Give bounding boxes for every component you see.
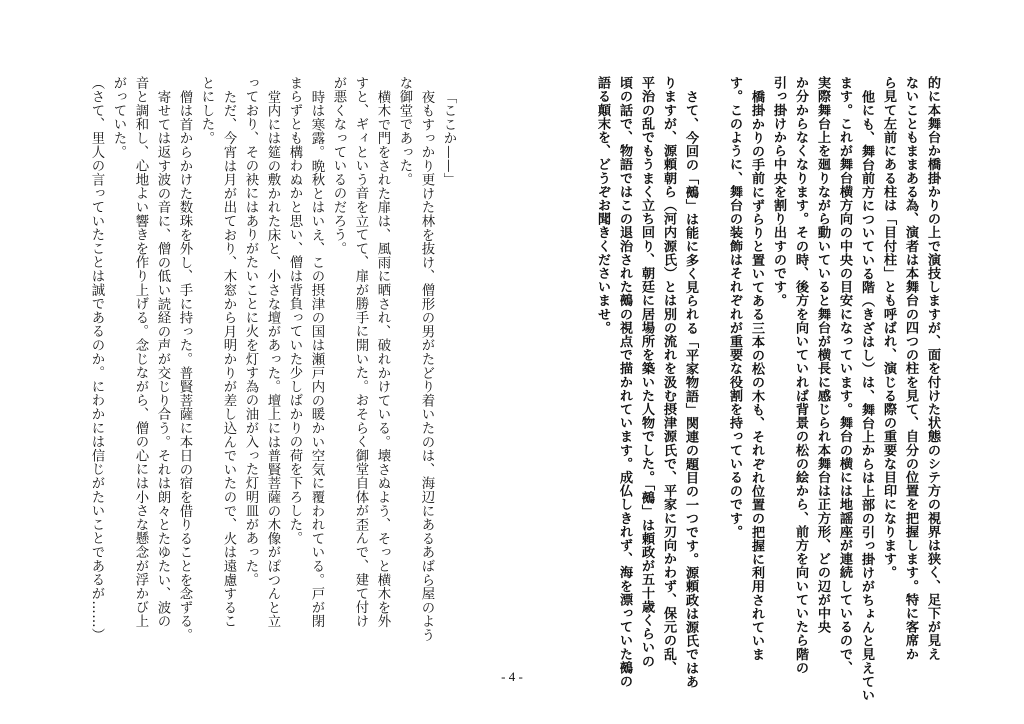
text-column: 「ここか——」	[441, 90, 456, 187]
text-column: ます。これが舞台横方向の中央の目安になっています。舞台の横には地謡座が連続しているので、	[837, 76, 852, 675]
text-column: 引っ掛けから中央を割り出すのです。	[771, 76, 786, 308]
text-column: 音と調和し、心地よい響きを作り上げる。念じながら、僧の心には小さな懸念が浮かび上	[133, 76, 148, 628]
text-column: りますが、源頼朝ら（河内源氏）とは別の流れを汲む摂津源氏で、平家に刃向かわず、保元の乱、	[661, 76, 676, 675]
text-column: す。このように、舞台の装飾はそれぞれが重要な役割を持っているのです。	[727, 76, 742, 539]
text-column: （さて、里人の言っていたことは誠であるのか。にわかには信じがたいことであるが……）	[89, 76, 104, 642]
text-column: 僧は首からかけた数珠を外し、手に持った。普賢菩薩に本日の宿を借りることを念ずる。	[177, 90, 192, 642]
text-column: 橋掛かりの手前にずらりと置いてある三本の松の木も、それぞれ位置の把握に利用されていま	[749, 90, 764, 662]
text-column: ただ、今宵は月が出ており、木窓から月明かりが差し込んでいたので、火は遠慮するこ	[221, 90, 236, 629]
text-column: ら見て左前にある柱は「目付柱」とも呼ばれ、演じる際の重要な目印になります。	[881, 76, 896, 580]
text-column: 頃の話で、物語ではこの退治された鵺の視点で描かれています。成仏しきれず、海を漂っていた鵺の	[617, 76, 632, 688]
text-column: 実際舞台上を廻りながら動いていると舞台が横長に感じられ本舞台は正方形、どの辺が中央	[815, 76, 830, 634]
text-column: がっていた。	[111, 76, 126, 159]
text-column: まらずとも構わぬかと思い、僧は背負っていた少しばかりの荷を下ろした。	[287, 76, 302, 546]
text-column: 夜もすっかり更けた林を抜け、僧形の男がたどり着いたのは、海辺にあるあばら屋のよう	[419, 90, 434, 642]
text-column: 語る顛末を、どうぞお聞きくださいませ。	[595, 76, 610, 335]
text-column: 横木で門をされた扉は、風雨に晒され、破れかけている。壊さぬよう、そっと横木を外	[375, 90, 390, 629]
text-column: すと、ギィという音を立てて、扉が勝手に開いた。おそらく御堂自体が歪んで、建て付け	[353, 76, 368, 628]
text-column: 時は寒露。晩秋とはいえ、この摂津の国は瀬戸内の暖かい空気に覆われている。戸が閉	[309, 90, 324, 629]
text-column: 他にも、舞台前方についている階（きざはし）は、舞台上からは上部の引っ掛けがちょんと見えてい	[859, 90, 874, 702]
page-number: - 4 -	[501, 669, 523, 684]
text-column: な御堂であった。	[397, 76, 412, 187]
text-column: が悪くなっているのだろう。	[331, 76, 346, 256]
text-column: 寄せては返す波の音に、僧の低い読経の声が交じり合う。それは朗々とたゆたい、波の	[155, 90, 170, 629]
text-column: さて、今回の「鵺」は能に多く見られる「平家物語」関連の題目の一つです。源頼政は源氏ではあ	[683, 90, 698, 689]
text-column: 堂内には筵の敷かれた床と、小さな壇があった。壇上には普賢菩薩の木像がぽつんと立	[265, 90, 280, 629]
text-column: とにした。	[199, 76, 214, 145]
text-column: っており、その袂にはありがたいことに火を灯す為の油が入った灯明皿があった。	[243, 76, 258, 587]
text-column: 的に本舞台か橋掛かりの上で演技しますが、面を付けた状態のシテ方の視界は狭く、足下が見え	[925, 76, 940, 661]
text-column: 平治の乱でもうまく立ち回り、朝廷に居場所を築いた人物でした。「鵺」は頼政が五十歳くらいの	[639, 76, 654, 668]
text-column: ないこともままある為、演者は本舞台の四つの柱を見て、自分の位置を把握します。特に客席か	[903, 76, 918, 661]
text-column: か分からなくなります。その時、後方を向いていれば背景の松の絵から、前方を向いていたら階の	[793, 76, 808, 675]
